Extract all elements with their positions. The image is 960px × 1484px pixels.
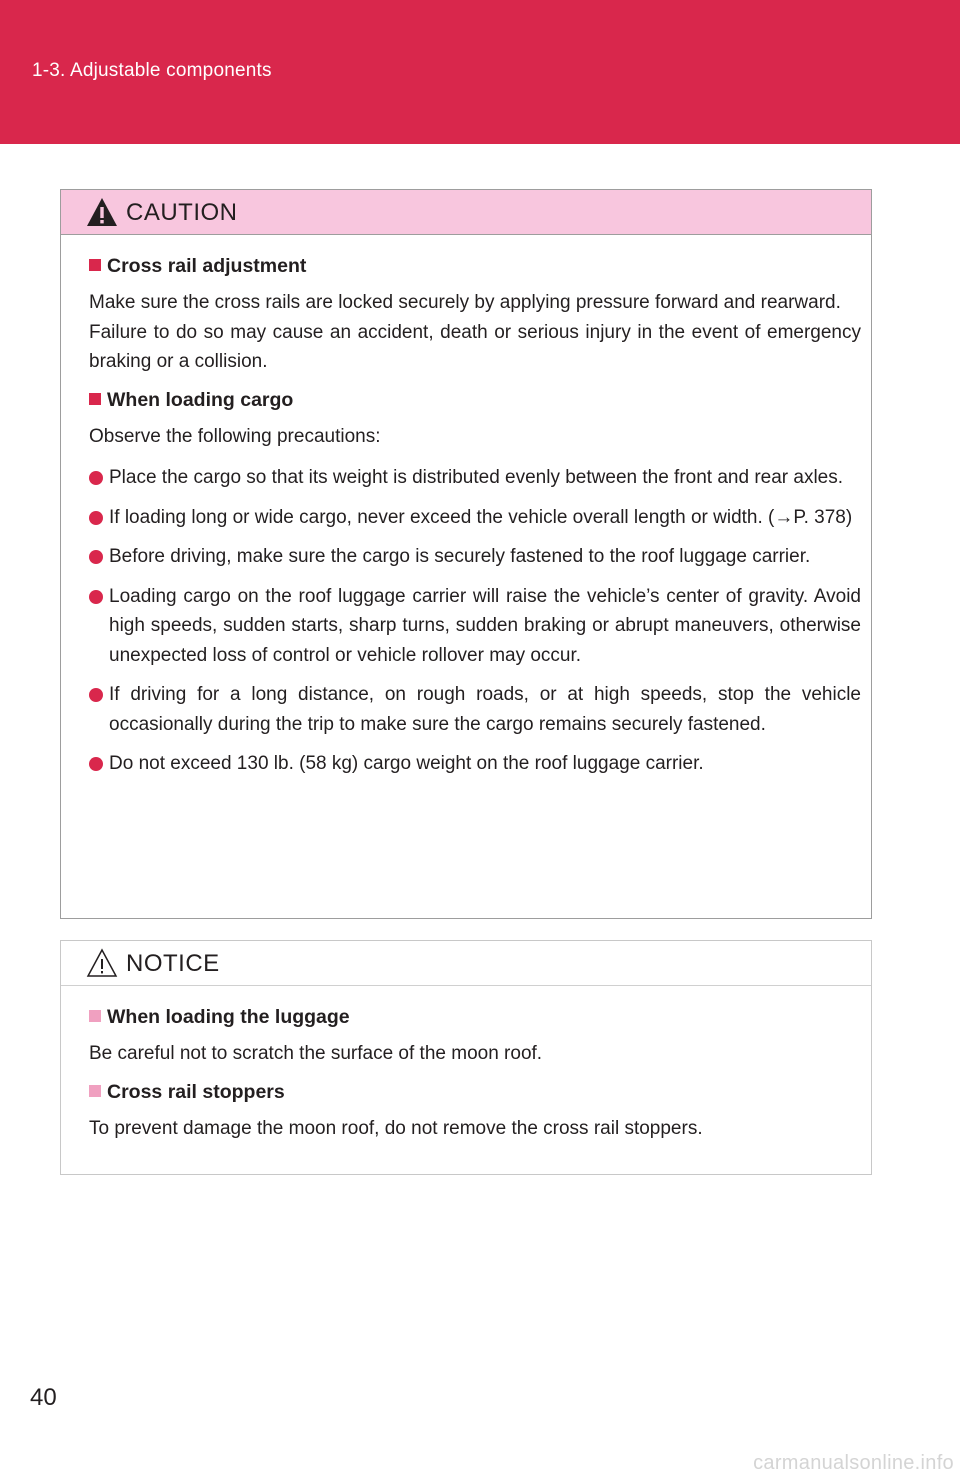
bullet-list [89, 463, 861, 779]
caution-label: CAUTION [126, 199, 238, 226]
caution-body [61, 235, 871, 779]
notice-body [61, 986, 871, 1143]
list-item: Before driving, make sure the cargo is securely fastened to the roof luggage carrier. [89, 542, 861, 572]
caution-box [60, 189, 872, 919]
notice-section-title: When loading the luggage [89, 1006, 861, 1029]
warning-outline-icon [85, 947, 119, 979]
caution-section-title: Cross rail adjustment [89, 255, 861, 278]
square-bullet-icon [89, 1010, 101, 1022]
square-bullet-icon [89, 259, 101, 271]
notice-label: NOTICE [126, 950, 220, 977]
notice-box [60, 940, 872, 1175]
square-bullet-icon [89, 393, 101, 405]
dot-bullet-icon [89, 511, 103, 525]
square-bullet-icon [89, 1085, 101, 1097]
section-title-header: 1-3. Adjustable components [32, 60, 272, 81]
dot-bullet-icon [89, 550, 103, 564]
list-item: If driving for a long distance, on rough roads, or at high speeds, stop the vehicle occasionally during the trip to make sure the cargo remains securely fastened. [89, 680, 861, 739]
notice-section-title: Cross rail stoppers [89, 1081, 861, 1104]
caution-header [61, 190, 871, 235]
warning-icon [85, 196, 119, 228]
notice-header [61, 941, 871, 986]
paragraph: Make sure the cross rails are locked securely by applying pressure forward and rearward. [89, 292, 841, 313]
list-item: Place the cargo so that its weight is distributed evenly between the front and rear axles. [89, 463, 861, 493]
list-item: Do not exceed 130 lb. (58 kg) cargo weight on the roof luggage carrier. [89, 749, 861, 779]
page-header [0, 0, 960, 144]
page-number: 40 [30, 1384, 57, 1411]
list-item: If loading long or wide cargo, never exceed the vehicle overall length or width. (→P. 378) [89, 503, 861, 533]
dot-bullet-icon [89, 688, 103, 702]
watermark: carmanualsonline.info [753, 1452, 954, 1474]
list-item: Loading cargo on the roof luggage carrier will raise the vehicle’s center of gravity. Avoid high speeds, sudden starts, sharp turns, sudden braking or abrupt maneuvers, otherwise unexpected loss of control or vehicle rollover may occur. [89, 582, 861, 671]
paragraph: Be careful not to scratch the surface of the moon roof. [89, 1043, 543, 1064]
dot-bullet-icon [89, 471, 103, 485]
paragraph: To prevent damage the moon roof, do not remove the cross rail stoppers. [89, 1117, 703, 1139]
caution-section-title: When loading cargo [89, 389, 861, 412]
dot-bullet-icon [89, 590, 103, 604]
paragraph: Failure to do so may cause an accident, death or serious injury in the event of emergency braking or a collision. [89, 321, 861, 372]
paragraph: Observe the following precautions: [89, 425, 381, 447]
dot-bullet-icon [89, 757, 103, 771]
